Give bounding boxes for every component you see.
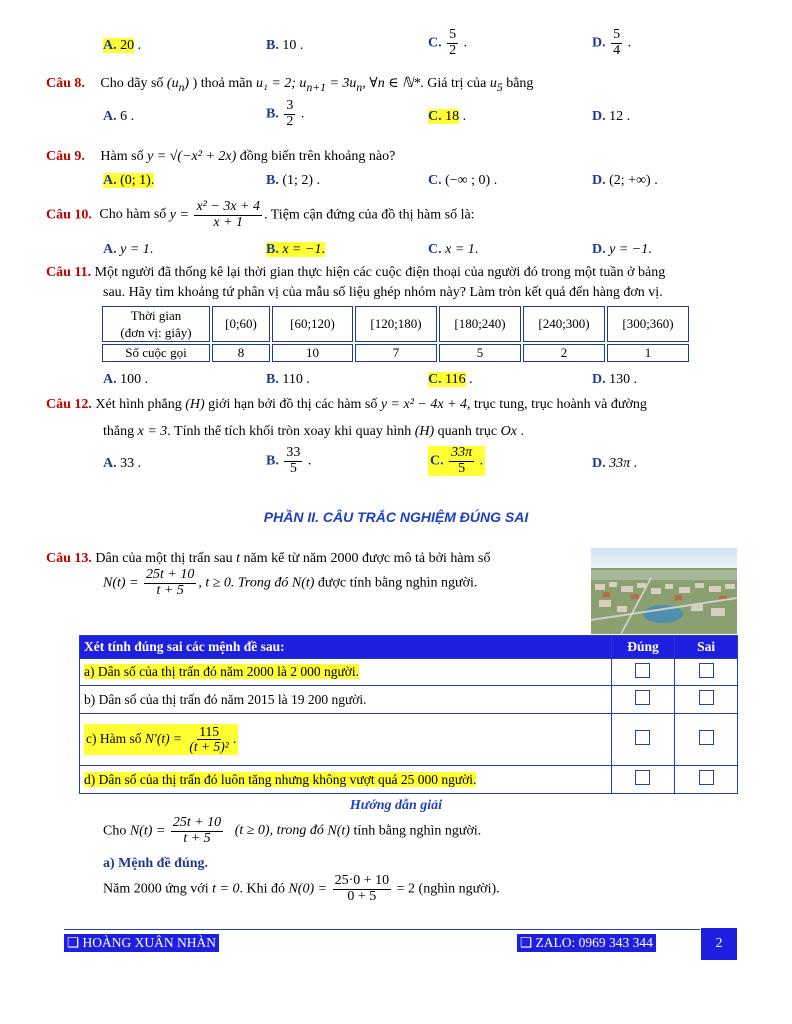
q12-option-d: D. 33π . — [592, 456, 638, 471]
guide-line2: Năm 2000 ứng với t = 0. Khi đó N(0) = $\frac{25\cdot 0 + 10}{0 + 5}$ = 2 (nghìn người). — [103, 873, 500, 904]
q11-option-c: C. 116 . — [428, 372, 473, 387]
q9-option-d: D. (2; +∞) . — [592, 173, 658, 188]
table-header-time: Thời gian (đơn vị: giây) — [102, 306, 210, 342]
q13-true-false-table — [79, 635, 738, 794]
q13-stem-line1: Câu 13. Dân của một thị trấn sau t năm kể từ năm 2000 được mô tả bởi hàm số — [46, 551, 491, 566]
interval-cell: [60;120) — [272, 306, 353, 342]
statement-b: b) Dân số của thị trấn đó năm 2015 là 19 200 người. — [80, 686, 612, 714]
interval-cell: [180;240) — [439, 306, 521, 342]
footer-author: ❑ HOÀNG XUÂN NHÀN — [64, 934, 219, 952]
q7-option-b: B. 10 . — [266, 38, 304, 53]
q8-option-c: C. 18 . — [428, 109, 467, 124]
column-header-false: Sai — [675, 636, 738, 659]
count-cell: 8 — [212, 344, 270, 362]
q9-option-b: B. (1; 2) . — [266, 173, 321, 188]
count-cell: 2 — [523, 344, 605, 362]
footer-zalo: ❑ ZALO: 0969 343 344 — [517, 934, 656, 952]
q11-option-b: B. 110 . — [266, 372, 310, 387]
q10-option-d: D. y = −1. — [592, 242, 652, 257]
count-cell: 10 — [272, 344, 353, 362]
q7-option-a: A. 20 . — [103, 38, 142, 53]
count-cell: 7 — [355, 344, 437, 362]
q8-stem: Câu 8. Cho dãy số $(u_n)$ ) thoả mãn u₁ = 2; $u_{n+1} = 3u_n$, ∀n ∈ ℕ*. Giá trị của $u_5$ bằng — [46, 76, 534, 94]
q9-stem: Câu 9. Hàm số y = √(−x² + 2x) đồng biến trên khoảng nào? — [46, 149, 396, 164]
q11-option-a: A. 100 . — [103, 372, 149, 387]
checkbox-d-false[interactable] — [699, 770, 714, 785]
q8-option-a: A. 6 . — [103, 109, 135, 124]
q10-stem: Câu 10. Cho hàm số y = $\frac{\text{x² − 3x + 4}}{x + 1}$ . Tiệm cận đứng của đồ thị hàm số là: — [46, 199, 475, 230]
interval-cell: [0;60) — [212, 306, 270, 342]
checkbox-d-true[interactable] — [635, 770, 650, 785]
q11-stem-line2: sau. Hãy tìm khoảng tứ phân vị của mẫu số liệu ghép nhóm này? Làm tròn kết quả đến hàng đơn vị. — [103, 285, 663, 300]
guide-a-title: a) Mệnh đề đúng. — [103, 856, 209, 871]
checkbox-a-false[interactable] — [699, 663, 714, 678]
q9-option-a: A. (0; 1). — [103, 173, 155, 188]
count-cell: 5 — [439, 344, 521, 362]
checkbox-c-true[interactable] — [635, 730, 650, 745]
statement-row-b — [80, 686, 738, 714]
statement-row-d — [80, 766, 738, 794]
count-cell: 1 — [607, 344, 689, 362]
q10-option-a: A. y = 1. — [103, 242, 154, 257]
interval-cell: [120;180) — [355, 306, 437, 342]
checkbox-a-true[interactable] — [635, 663, 650, 678]
q8-option-b: B. $\frac{3}{2}$ . — [266, 98, 305, 129]
table-header-calls: Số cuộc gọi — [102, 344, 210, 362]
footer-divider — [64, 929, 700, 930]
q7-option-d: D. $\frac{5}{4}$ . — [592, 27, 632, 58]
checkbox-c-false[interactable] — [699, 730, 714, 745]
guide-title: Hướng dẫn giải — [349, 798, 443, 813]
section-title: PHẦN II. CÂU TRẮC NGHIỆM ĐÚNG SAI — [263, 509, 529, 525]
q8-option-d: D. 12 . — [592, 109, 631, 124]
statement-c: c) Hàm số N′(t) = $\frac{115}{\text{(t + 5)²}}$ . — [80, 714, 612, 766]
statement-row-c — [80, 714, 738, 766]
q11-stem-line1: Câu 11. Một người đã thống kê lại thời gian thực hiện các cuộc điện thoại của người đó trong một tuần ở bảng — [46, 265, 666, 280]
q11-option-d: D. 130 . — [592, 372, 638, 387]
q10-option-b: B. x = −1. — [266, 242, 325, 257]
q12-option-a: A. 33 . — [103, 456, 142, 471]
q9-option-c: C. (−∞ ; 0) . — [428, 173, 498, 188]
statement-d: d) Dân số của thị trấn đó luôn tăng nhưng không vượt quá 25 000 người. — [80, 766, 612, 794]
checkbox-b-false[interactable] — [699, 690, 714, 705]
interval-cell: [240;300) — [523, 306, 605, 342]
q12-stem-line2: thẳng x = 3. Tính thể tích khối tròn xoay khi quay hình (H) quanh trục Ox . — [103, 424, 524, 439]
column-header-true: Đúng — [611, 636, 675, 659]
q7-option-c: C. $\frac{5}{2}$ . — [428, 27, 468, 58]
checkbox-b-true[interactable] — [635, 690, 650, 705]
interval-cell: [300;360) — [607, 306, 689, 342]
guide-line1: Cho N(t) = $\frac{25t + 10}{t + 5}$ (t ≥ 0), trong đó N(t) tính bằng nghìn người. — [103, 815, 482, 846]
q13-stem-line2: N(t) = $\frac{25t + 10}{t + 5}$ , t ≥ 0. Trong đó N(t) được tính bằng nghìn người. — [103, 567, 478, 598]
statement-a: a) Dân số của thị trấn đó năm 2000 là 2 000 người. — [80, 659, 612, 686]
page-number: 2 — [701, 928, 737, 960]
q12-stem-line1: Câu 12. Xét hình phẳng (H) giới hạn bởi đồ thị các hàm số y = x² − 4x + 4, trục tung, trục hoành và đường — [46, 397, 647, 412]
table-header-statements: Xét tính đúng sai các mệnh đề sau: — [80, 636, 612, 659]
statement-row-a — [80, 659, 738, 686]
q11-frequency-table — [100, 304, 691, 364]
town-aerial-image — [591, 548, 737, 634]
q10-option-c: C. x = 1. — [428, 242, 479, 257]
q12-option-b: B. $\frac{33}{5}$ . — [266, 445, 312, 476]
q12-option-c: C. $\frac{33\pi}{5}$ . — [430, 445, 484, 476]
